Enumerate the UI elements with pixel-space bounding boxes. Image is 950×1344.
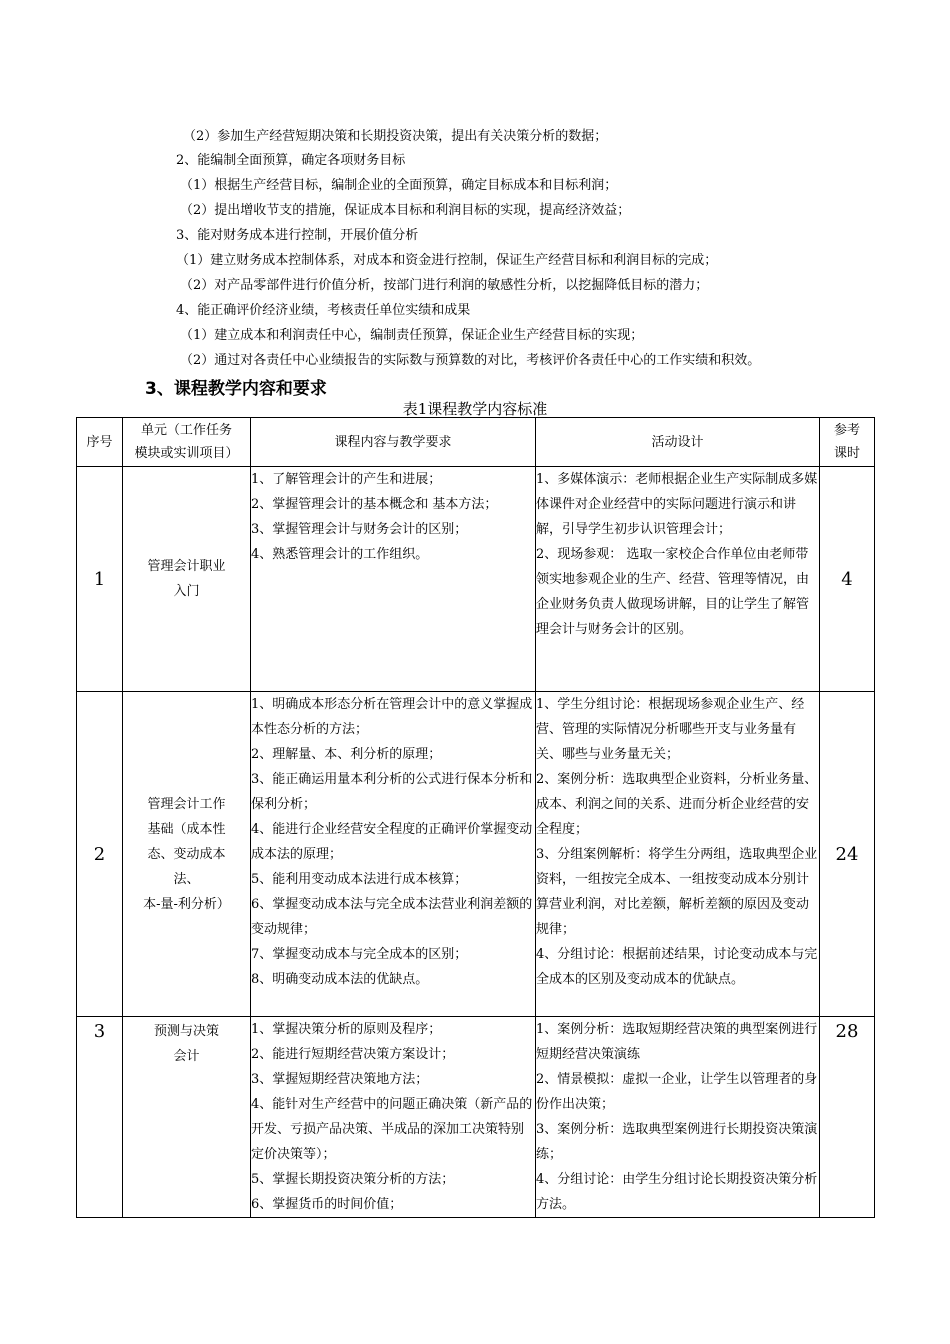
row-3-unit-line: 预测与决策: [153, 1024, 219, 1039]
row-3-content-item: 4、能针对生产经营中的问题正确决策（新产品的开发、亏损产品决策、半成品的深加工决策特别定价决策等）；: [251, 1097, 533, 1162]
row-3-unit-line: 会计: [173, 1049, 200, 1064]
row-1-unit-line: 入门: [173, 584, 200, 599]
row-3-activity-item: 3、案例分析：选取典型案例进行长期投资决策演练；: [536, 1122, 818, 1162]
row-3-unit: [123, 1017, 251, 1218]
row-2-unit: [123, 692, 251, 1017]
header-hours-line-1: 参考: [833, 423, 860, 438]
row-3-hours: 28: [820, 1017, 875, 1218]
intro-line-8: 4、能正确评价经济业绩，考核责任单位实绩和成果: [176, 303, 471, 318]
row-1-number: 1: [77, 467, 123, 692]
row-3-content-item: 2、能进行短期经营决策方案设计；: [251, 1047, 455, 1062]
row-1-content: [251, 467, 536, 692]
row-2-unit-line: 法、: [173, 871, 200, 887]
intro-line-1: （2）参加生产经营短期决策和长期投资决策，提出有关决策分析的数据；: [183, 129, 608, 144]
table-header-row: [77, 418, 875, 467]
row-2-content-item: 5、能利用变动成本法进行成本核算；: [251, 872, 468, 887]
row-2-unit-line: 态、变动成本: [147, 846, 226, 862]
row-3-activity-item: 4、分组讨论：由学生分组讨论长期投资决策分析方法。: [536, 1172, 818, 1212]
row-1-content-item: 1、了解管理会计的产生和进展；: [251, 472, 442, 487]
row-3-content: [251, 1017, 536, 1218]
row-3-activity-item: 2、情景模拟：虚拟一企业，让学生以管理者的身份作出决策；: [536, 1072, 818, 1112]
header-hours: [820, 418, 875, 467]
row-2-unit-line: 基础（成本性: [147, 821, 226, 837]
intro-line-9: （1）建立成本和利润责任中心，编制责任预算，保证企业生产经营目标的实现；: [180, 328, 644, 343]
row-2-content-item: 1、明确成本形态分析在管理会计中的意义掌握成本性态分析的方法；: [251, 697, 533, 737]
row-1-activity-item: 1、多媒体演示：老师根据企业生产实际制成多媒体课件对企业经营中的实际问题进行演示和讲解，引导学生初步认识管理会计；: [536, 472, 818, 537]
intro-line-2: 2、能编制全面预算，确定各项财务目标: [176, 153, 406, 168]
row-2-content-item: 8、明确变动成本法的优缺点。: [251, 972, 429, 987]
row-1-unit-line: 管理会计职业: [147, 559, 226, 574]
table-row: [77, 1017, 875, 1218]
row-2-unit-line: 管理会计工作: [147, 796, 226, 812]
course-content-table: [76, 417, 875, 1218]
table-row: [77, 692, 875, 1017]
table-caption: 表1课程教学内容标准: [402, 400, 548, 418]
row-1-content-item: 3、掌握管理会计与财务会计的区别；: [251, 522, 468, 537]
row-1-unit: [123, 467, 251, 692]
row-1-activity: [536, 467, 820, 692]
row-1-activity-item: 2、现场参观： 选取一家校企合作单位由老师带领实地参观企业的生产、经营、管理等情况，由企业财务负责人做现场讲解，目的让学生了解管理会计与财务会计的区别。: [536, 547, 810, 637]
row-3-content-item: 6、掌握货币的时间价值；: [251, 1197, 403, 1212]
intro-line-6: （1）建立财务成本控制体系，对成本和资金进行控制，保证生产经营目标和利润目标的完成；: [176, 253, 718, 268]
row-2-activity-item: 3、分组案例解析：将学生分两组，选取典型企业资料，一组按完全成本、一组按变动成本分别计算营业利润，对比差额，解析差额的原因及变动规律；: [536, 847, 818, 937]
intro-line-3: （1）根据生产经营目标，编制企业的全面预算，确定目标成本和目标利润；: [180, 178, 618, 193]
row-2-content-item: 7、掌握变动成本与完全成本的区别；: [251, 947, 468, 962]
intro-line-7: （2）对产品零部件进行价值分析，按部门进行利润的敏感性分析，以挖掘降低目标的潜力；: [180, 278, 709, 293]
row-3-content-item: 5、掌握长期投资决策分析的方法；: [251, 1172, 455, 1187]
row-3-activity: [536, 1017, 820, 1218]
row-2-activity: [536, 692, 820, 1017]
row-2-content-item: 4、能进行企业经营安全程度的正确评价掌握变动成本法的原理；: [251, 822, 533, 862]
header-unit-line-1: 单元（工作任务: [140, 423, 232, 438]
row-2-content-item: 2、理解量、本、利分析的原理；: [251, 747, 442, 762]
header-seq: 序号: [77, 418, 123, 467]
row-1-content-item: 2、掌握管理会计的基本概念和 基本方法；: [251, 497, 498, 512]
row-1-hours: 4: [820, 467, 875, 692]
row-3-activity-item: 1、案例分析：选取短期经营决策的典型案例进行短期经营决策演练: [536, 1022, 818, 1062]
row-2-hours: 24: [820, 692, 875, 1017]
row-3-content-item: 1、掌握决策分析的原则及程序；: [251, 1022, 442, 1037]
header-unit: [123, 418, 251, 467]
section-title: 3、课程教学内容和要求: [145, 379, 327, 399]
intro-line-10: （2）通过对各责任中心业绩报告的实际数与预算数的对比，考核评价各责任中心的工作实绩和积效。: [180, 353, 761, 368]
row-2-content-item: 6、掌握变动成本法与完全成本法营业利润差额的变动规律；: [251, 897, 533, 937]
row-3-content-item: 3、掌握短期经营决策地方法；: [251, 1072, 429, 1087]
row-2-activity-item: 4、分组讨论：根据前述结果，讨论变动成本与完全成本的区别及变动成本的优缺点。: [536, 947, 818, 987]
intro-line-5: 3、能对财务成本进行控制，开展价值分析: [176, 228, 419, 243]
row-2-content-item: 3、能正确运用量本利分析的公式进行保本分析和保利分析；: [251, 772, 533, 812]
row-3-number: 3: [77, 1017, 123, 1218]
row-2-number: 2: [77, 692, 123, 1017]
row-2-activity-item: 2、案例分析：选取典型企业资料，分析业务量、成本、利润之间的关系、进而分析企业经营的安全程度；: [536, 772, 818, 837]
row-2-content: [251, 692, 536, 1017]
header-activity: 活动设计: [536, 418, 820, 467]
header-unit-line-2: 模块或实训项目）: [134, 446, 239, 461]
intro-line-4: （2）提出增收节支的措施，保证成本目标和利润目标的实现，提高经济效益；: [180, 203, 631, 218]
table-row: [77, 467, 875, 692]
row-2-unit-line: 本-量-利分析）: [143, 896, 230, 912]
row-1-content-item: 4、熟悉管理会计的工作组织。: [251, 547, 429, 562]
header-hours-line-2: 课时: [833, 446, 860, 461]
row-2-activity-item: 1、学生分组讨论：根据现场参观企业生产、经营、管理的实际情况分析哪些开支与业务量有关、哪些与业务量无关；: [536, 697, 805, 762]
header-content: 课程内容与教学要求: [251, 418, 536, 467]
